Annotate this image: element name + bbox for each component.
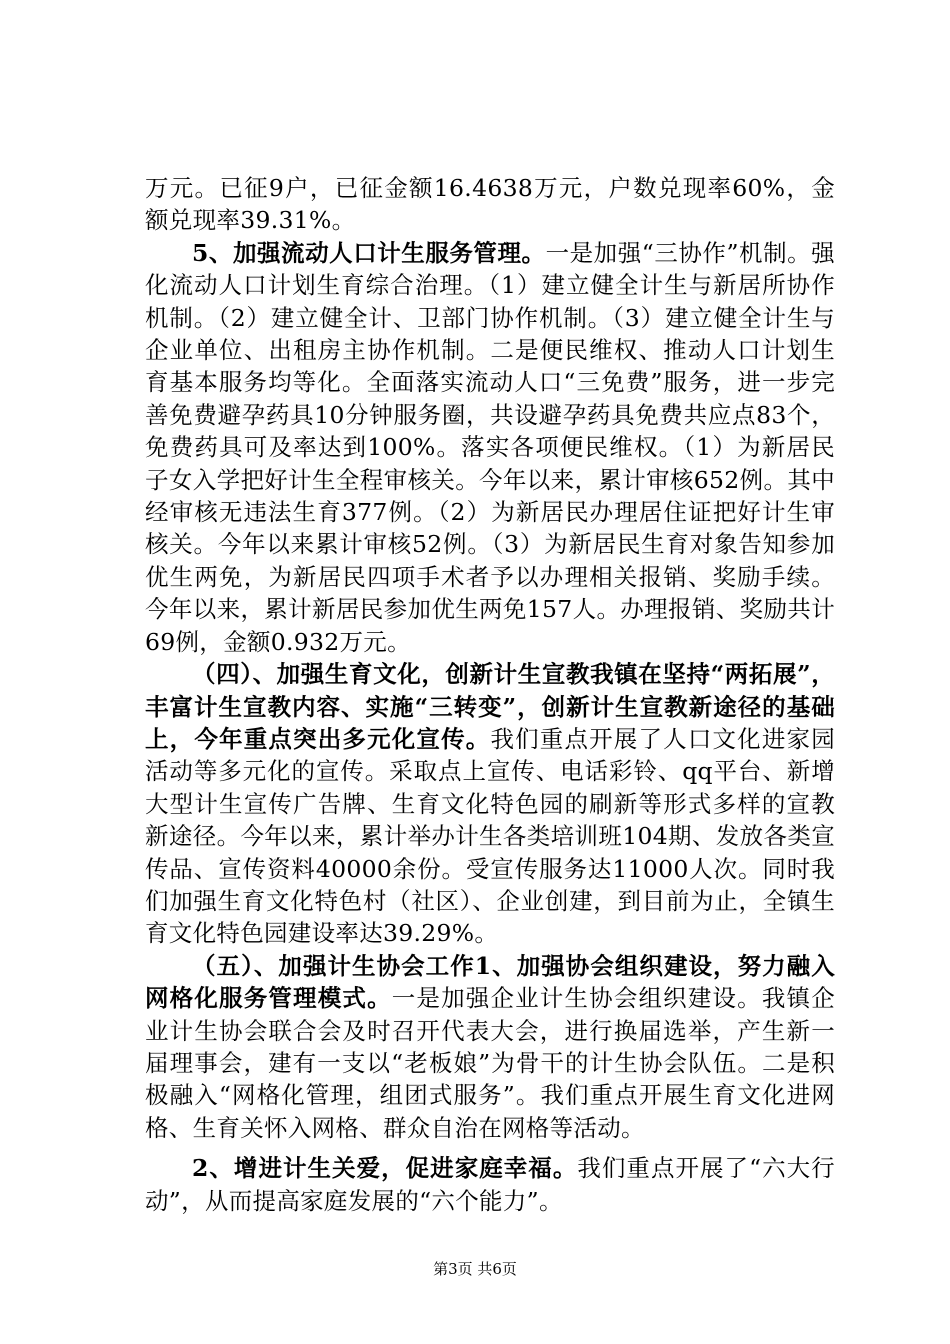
paragraph-floating-population <box>145 237 835 658</box>
paragraph-text: 我们重点开展了“六大行动”，从而提高家庭发展的“六个能力”。 <box>145 1154 835 1215</box>
paragraph-text: 一是加强“三协作”机制。强化流动人口计划生育综合治理。（1）建立健全计生与新居所协作机制。（2）建立健全计、卫部门协作机制。（3）建立健全计生与企业单位、出租房主协作机制。二是便民维权、推动人口计划生育基本服务均等化。全面落实流动人口“三免费”服务，进一步完善免费避孕药具10分钟服务圈，共设避孕药具免费共应点83个，免费药具可及率达到100%。落实各项便民维权。（1）为新居民子女入学把好计生全程审核关。今年以来，累计审核652例。其中经审核无违法生育377例。（2）为新居民办理居住证把好计生审核关。今年以来累计审核52例。（3）为新居民生育对象告知参加优生两免，为新居民四项手术者予以办理相关报销、奖励手续。今年以来，累计新居民参加优生两免157人。办理报销、奖励共计69例，金额0.932万元。 <box>145 238 835 656</box>
paragraph-association-work <box>145 950 835 1144</box>
paragraph-fertility-culture <box>145 658 835 950</box>
paragraph-text: 我们重点开展了人口文化进家园活动等多元化的宣传。采取点上宣传、电话彩铃、qq平台、新增大型计生宣传广告牌、生育文化特色园的刷新等形式多样的宣教新途径。今年以来，累计举办计生各类培训班104期、发放各类宣传品、宣传资料40000余份。受宣传服务达11000人次。同时我们加强生育文化特色村（社区）、企业创建，到目前为止，全镇生育文化特色园建设率达39.29%。 <box>145 724 835 948</box>
paragraph-continuation <box>145 172 835 237</box>
paragraph-heading: 5、加强流动人口计生服务管理。 <box>192 238 546 267</box>
document-body <box>145 172 835 1217</box>
paragraph-heading: 2、增进计生关爱，促进家庭幸福。 <box>192 1154 578 1183</box>
paragraph-family-care <box>145 1152 835 1217</box>
paragraph-heading: （四）、加强生育文化，创新计生宣教我镇在坚持“两拓展”，丰富计生宣教内容、实施“三转变”，创新计生宣教新途径的基础上，今年重点突出多元化宣传。 <box>145 660 835 753</box>
page-footer: 第3页 共6页 <box>433 1260 517 1278</box>
paragraph-text: 一是加强企业计生协会组织建设。我镇企业计生协会联合会及时召开代表大会，进行换届选举，产生新一届理事会，建有一支以“老板娘”为骨干的计生协会队伍。二是积极融入“网格化管理，组团式服务”。我们重点开展生育文化进网格、生育关怀入网格、群众自治在网格等活动。 <box>145 984 836 1142</box>
paragraph-heading: （五）、加强计生协会工作1、加强协会组织建设，努力融入网格化服务管理模式。 <box>145 951 835 1013</box>
paragraph-text: 万元。已征9户，已征金额16.4638万元，户数兑现率60%，金额兑现率39.31%。 <box>145 174 835 235</box>
